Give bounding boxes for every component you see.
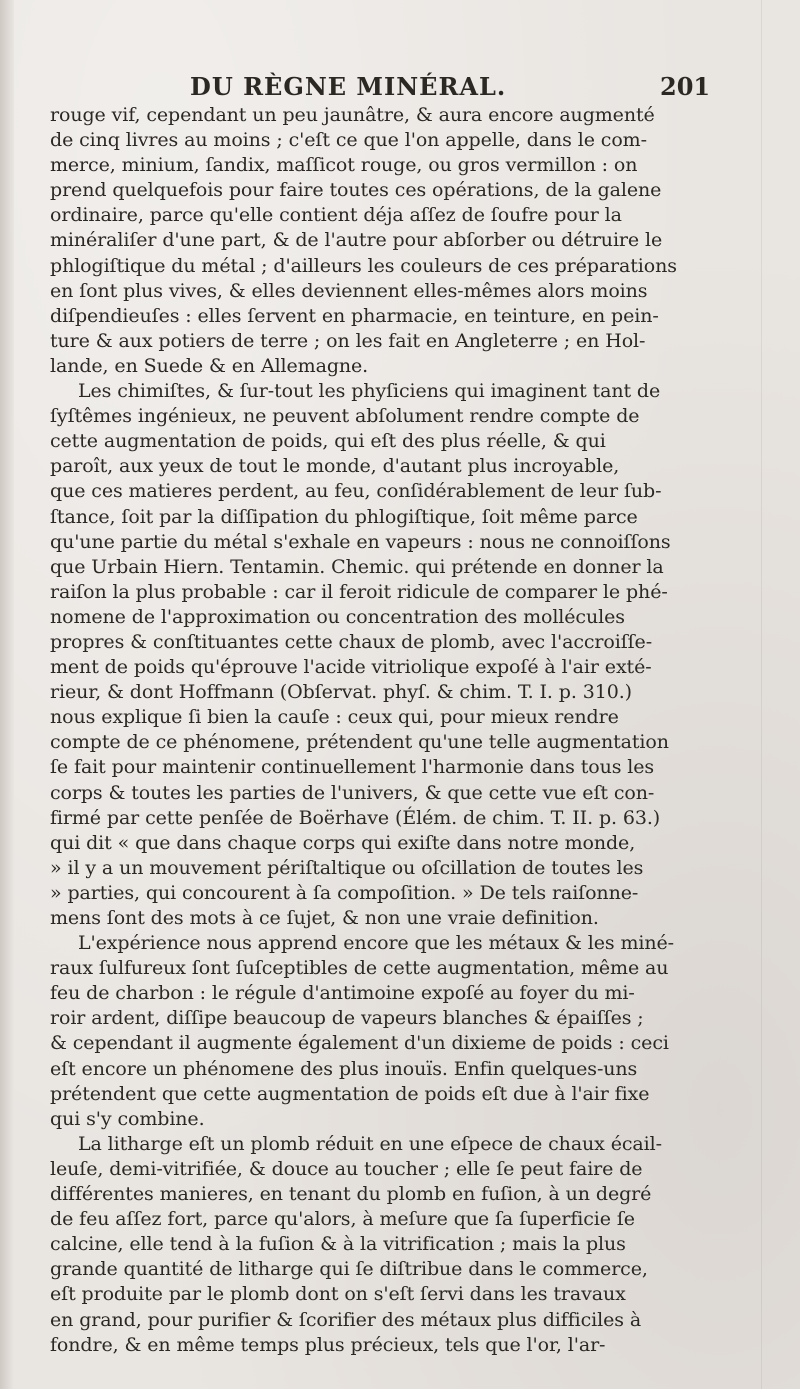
text-line: fondre, & en même temps plus précieux, tels que l'or, l'ar-	[50, 1333, 606, 1356]
text-line: qui s'y combine.	[50, 1107, 205, 1130]
text-line: minéraliſer d'une part, & de l'autre pour abſorber ou détruire le	[50, 229, 663, 252]
text-line: firmé par cette penſée de Boërhave (Élém. de chim. T. II. p. 63.)	[50, 806, 661, 829]
text-line: » il y a un mouvement périſtaltique ou oſcillation de toutes les	[50, 856, 644, 879]
text-line: qui dit « que dans chaque corps qui exiſte dans notre monde,	[50, 831, 636, 854]
text-line: roir ardent, diſſipe beaucoup de vapeurs blanches & épaiſſes ;	[50, 1007, 644, 1030]
text-line: en grand, pour purifier & ſcorifier des métaux plus difficiles à	[50, 1308, 642, 1331]
text-line: de feu aſſez fort, parce qu'alors, à meſure que ſa ſuperficie ſe	[50, 1208, 635, 1231]
text-line: La litharge eſt un plomb réduit en une eſpece de chaux écail-	[78, 1132, 662, 1155]
running-head: DU RÈGNE MINÉRAL.	[190, 72, 507, 101]
page-edge-shadow	[0, 0, 14, 1389]
text-line: nous explique ſi bien la cauſe : ceux qui, pour mieux rendre	[50, 706, 619, 729]
text-line: calcine, elle tend à la fuſion & à la vitrification ; mais la plus	[50, 1233, 626, 1256]
text-line: que Urbain Hiern. Tentamin. Chemic. qui prétende en donner la	[50, 555, 664, 578]
text-line: ment de poids qu'éprouve l'acide vitriolique expoſé à l'air exté-	[50, 656, 652, 679]
body-text	[50, 103, 740, 1358]
text-line: diſpendieuſes : elles ſervent en pharmacie, en teinture, en pein-	[50, 304, 659, 327]
text-line: différentes manieres, en tenant du plomb en fuſion, à un degré	[50, 1183, 652, 1206]
text-line: rouge vif, cependant un peu jaunâtre, & aura encore augmenté	[50, 104, 655, 126]
text-line: raiſon la plus probable : car il feroit ridicule de comparer le phé-	[50, 580, 668, 603]
text-line: cette augmentation de poids, qui eſt des plus réelle, & qui	[50, 430, 606, 453]
text-line: en ſont plus vives, & elles deviennent elles-mêmes alors moins	[50, 279, 648, 302]
text-line: prend quelquefois pour faire toutes ces opérations, de la galene	[50, 179, 662, 202]
text-line: propres & conſtituantes cette chaux de plomb, avec l'accroiſſe-	[50, 630, 653, 653]
text-line: prétendent que cette augmentation de poids eſt due à l'air fixe	[50, 1082, 650, 1105]
text-line: feu de charbon : le régule d'antimoine expoſé au foyer du mi-	[50, 982, 635, 1005]
text-line: ſyſtêmes ingénieux, ne peuvent abſolument rendre compte de	[50, 405, 640, 428]
text-line: Les chimiſtes, & ſur-tout les phyſiciens qui imaginent tant de	[78, 380, 661, 403]
text-line: compte de ce phénomene, prétendent qu'une telle augmentation	[50, 731, 669, 754]
text-line: phlogiſtique du métal ; d'ailleurs les couleurs de ces préparations	[50, 254, 677, 277]
text-line: nomene de l'approximation ou concentration des mollécules	[50, 605, 625, 628]
page-header	[0, 72, 800, 104]
text-line: raux ſulfureux ſont ſuſceptibles de cette augmentation, même au	[50, 957, 669, 980]
text-line: eſt encore un phénomene des plus inouïs. Enfin quelques-uns	[50, 1057, 638, 1080]
page-fold-line	[761, 0, 762, 1389]
text-line: ordinaire, parce qu'elle contient déja aſſez de ſoufre pour la	[50, 204, 622, 227]
text-line: de cinq livres au moins ; c'eſt ce que l'on appelle, dans le com-	[50, 129, 647, 152]
text-line: ſtance, ſoit par la diſſipation du phlogiſtique, ſoit même parce	[50, 505, 638, 528]
text-line: eſt produite par le plomb dont on s'eſt ſervi dans les travaux	[50, 1283, 626, 1306]
text-line: L'expérience nous apprend encore que les métaux & les miné-	[78, 932, 674, 955]
page-number: 201	[660, 72, 711, 101]
text-line: qu'une partie du métal s'exhale en vapeurs : nous ne connoiſſons	[50, 530, 671, 553]
text-line: ture & aux potiers de terre ; on les fait en Angleterre ; en Hol-	[50, 329, 646, 352]
text-line: rieur, & dont Hoffmann (Obſervat. phyſ. & chim. T. I. p. 310.)	[50, 681, 632, 704]
text-line: ſe fait pour maintenir continuellement l'harmonie dans tous les	[50, 756, 655, 779]
text-line: que ces matieres perdent, au feu, conſidérablement de leur ſub-	[50, 480, 662, 503]
text-line: » parties, qui concourent à ſa compoſition. » De tels raiſonne-	[50, 881, 639, 904]
text-line: & cependant il augmente également d'un dixieme de poids : ceci	[50, 1032, 669, 1055]
text-line: leuſe, demi-vitrifiée, & douce au toucher ; elle ſe peut faire de	[50, 1157, 643, 1180]
text-line: mens ſont des mots à ce ſujet, & non une vraie definition.	[50, 907, 599, 929]
text-line: corps & toutes les parties de l'univers, & que cette vue eſt con-	[50, 781, 655, 804]
text-line: lande, en Suede & en Allemagne.	[50, 354, 369, 377]
text-line: grande quantité de litharge qui ſe diſtribue dans le commerce,	[50, 1258, 648, 1281]
text-line: merce, minium, ſandix, maſſicot rouge, ou gros vermillon : on	[50, 154, 638, 177]
text-line: paroît, aux yeux de tout le monde, d'autant plus incroyable,	[50, 455, 620, 478]
